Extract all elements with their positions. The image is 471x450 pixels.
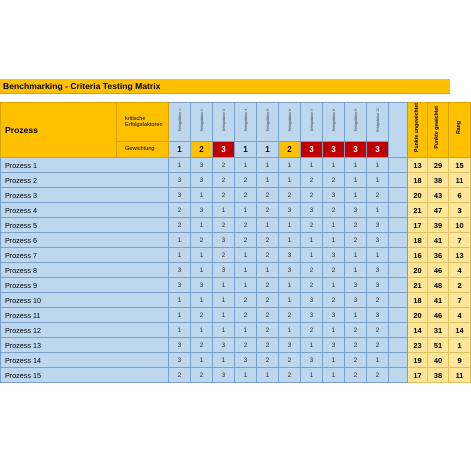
factor-header-5 xyxy=(257,103,279,142)
table-row xyxy=(1,278,471,293)
score-cell: 1 xyxy=(367,248,389,263)
process-name: Prozess 7 xyxy=(1,248,169,263)
weight-cell-3: 3 xyxy=(213,142,235,158)
score-spacer-cell xyxy=(389,323,408,338)
factor-header-7 xyxy=(301,103,323,142)
score-cell: 2 xyxy=(367,368,389,383)
punkte-ungewichtet-cell: 21 xyxy=(408,278,428,293)
score-cell: 2 xyxy=(235,218,257,233)
factor-header-label: Erfolgsfaktor 2 xyxy=(199,108,204,131)
score-cell: 2 xyxy=(213,218,235,233)
table-row xyxy=(1,203,471,218)
score-cell: 1 xyxy=(323,368,345,383)
punkte-ungewichtet-cell: 16 xyxy=(408,248,428,263)
process-name: Prozess 2 xyxy=(1,173,169,188)
rang-cell: 6 xyxy=(449,188,471,203)
score-cell: 2 xyxy=(257,308,279,323)
rang-cell: 1 xyxy=(449,338,471,353)
punkte-ungewichtet-header xyxy=(408,103,428,158)
score-cell: 3 xyxy=(323,308,345,323)
kritische-erfolgsfaktoren-label: kritische Erfolgsfaktoren xyxy=(117,103,169,142)
score-cell: 2 xyxy=(301,218,323,233)
score-cell: 3 xyxy=(213,263,235,278)
table-row xyxy=(1,218,471,233)
score-cell: 1 xyxy=(279,218,301,233)
punkte-ungewichtet-cell: 21 xyxy=(408,203,428,218)
score-cell: 1 xyxy=(301,338,323,353)
process-name: Prozess 8 xyxy=(1,263,169,278)
score-cell: 3 xyxy=(345,278,367,293)
score-cell: 1 xyxy=(213,308,235,323)
score-cell: 2 xyxy=(301,278,323,293)
rang-cell: 4 xyxy=(449,308,471,323)
score-cell: 1 xyxy=(191,248,213,263)
score-cell: 1 xyxy=(323,353,345,368)
score-cell: 2 xyxy=(169,368,191,383)
score-cell: 1 xyxy=(235,278,257,293)
process-name: Prozess 6 xyxy=(1,233,169,248)
weight-cell-8: 3 xyxy=(323,142,345,158)
weight-cell-4: 1 xyxy=(235,142,257,158)
punkte-gewichtet-cell: 40 xyxy=(428,353,449,368)
rang-cell: 7 xyxy=(449,293,471,308)
punkte-gewichtet-cell: 46 xyxy=(428,308,449,323)
score-cell: 1 xyxy=(279,323,301,338)
score-cell: 2 xyxy=(345,233,367,248)
rang-cell: 15 xyxy=(449,158,471,173)
score-cell: 1 xyxy=(323,218,345,233)
score-cell: 2 xyxy=(367,188,389,203)
process-name: Prozess 13 xyxy=(1,338,169,353)
score-cell: 1 xyxy=(257,263,279,278)
factor-header-label: Erfolgsfaktor 10 xyxy=(375,107,380,132)
score-cell: 3 xyxy=(345,203,367,218)
score-cell: 1 xyxy=(279,158,301,173)
score-cell: 3 xyxy=(213,233,235,248)
score-cell: 2 xyxy=(367,338,389,353)
score-spacer-cell xyxy=(389,338,408,353)
factor-header-8 xyxy=(323,103,345,142)
score-cell: 3 xyxy=(301,203,323,218)
score-cell: 1 xyxy=(213,353,235,368)
punkte-gewichtet-cell: 46 xyxy=(428,263,449,278)
process-name: Prozess 12 xyxy=(1,323,169,338)
result-header-label: Punkte gewichtet xyxy=(434,106,441,149)
score-cell: 3 xyxy=(279,263,301,278)
punkte-ungewichtet-cell: 20 xyxy=(408,188,428,203)
table-row xyxy=(1,188,471,203)
score-cell: 3 xyxy=(367,278,389,293)
score-cell: 2 xyxy=(257,323,279,338)
table-row xyxy=(1,263,471,278)
score-cell: 3 xyxy=(235,353,257,368)
score-cell: 1 xyxy=(257,173,279,188)
factor-header-2 xyxy=(191,103,213,142)
sheet-title: Benchmarking - Criteria Testing Matrix xyxy=(0,79,450,94)
score-cell: 3 xyxy=(367,218,389,233)
punkte-ungewichtet-cell: 23 xyxy=(408,338,428,353)
weight-cell-7: 3 xyxy=(301,142,323,158)
table-row xyxy=(1,368,471,383)
score-cell: 1 xyxy=(235,203,257,218)
score-cell: 3 xyxy=(213,368,235,383)
header-row-factors xyxy=(1,103,471,142)
weight-cell-1: 1 xyxy=(169,142,191,158)
score-cell: 1 xyxy=(169,233,191,248)
criteria-matrix-sheet xyxy=(0,79,464,383)
score-cell: 3 xyxy=(323,248,345,263)
rang-cell: 3 xyxy=(449,203,471,218)
score-cell: 2 xyxy=(257,188,279,203)
score-cell: 1 xyxy=(191,323,213,338)
punkte-gewichtet-cell: 47 xyxy=(428,203,449,218)
factor-header-label: Erfolgsfaktor 6 xyxy=(287,108,292,131)
score-cell: 2 xyxy=(345,353,367,368)
score-cell: 1 xyxy=(367,203,389,218)
score-cell: 1 xyxy=(301,368,323,383)
score-cell: 1 xyxy=(235,248,257,263)
factor-header-label: Erfolgsfaktor 3 xyxy=(221,108,226,131)
punkte-ungewichtet-cell: 13 xyxy=(408,158,428,173)
score-cell: 2 xyxy=(367,293,389,308)
score-cell: 3 xyxy=(169,278,191,293)
score-cell: 2 xyxy=(323,293,345,308)
factor-header-label: Erfolgsfaktor 5 xyxy=(265,108,270,131)
score-cell: 2 xyxy=(301,173,323,188)
process-name: Prozess 15 xyxy=(1,368,169,383)
factor-header-3 xyxy=(213,103,235,142)
result-header-label: Rang xyxy=(455,121,462,134)
factor-header-1 xyxy=(169,103,191,142)
rang-cell: 11 xyxy=(449,173,471,188)
score-cell: 1 xyxy=(213,278,235,293)
score-cell: 2 xyxy=(235,233,257,248)
score-cell: 1 xyxy=(345,188,367,203)
score-cell: 2 xyxy=(235,308,257,323)
score-cell: 1 xyxy=(213,203,235,218)
score-cell: 1 xyxy=(191,263,213,278)
score-cell: 3 xyxy=(367,308,389,323)
table-row xyxy=(1,158,471,173)
criteria-matrix-table xyxy=(0,102,471,383)
score-cell: 2 xyxy=(345,338,367,353)
punkte-ungewichtet-cell: 19 xyxy=(408,353,428,368)
punkte-ungewichtet-cell: 18 xyxy=(408,293,428,308)
score-spacer-cell xyxy=(389,368,408,383)
score-cell: 3 xyxy=(169,173,191,188)
score-cell: 2 xyxy=(257,278,279,293)
process-name: Prozess 10 xyxy=(1,293,169,308)
score-cell: 3 xyxy=(323,188,345,203)
score-cell: 1 xyxy=(345,158,367,173)
score-cell: 1 xyxy=(279,173,301,188)
score-cell: 2 xyxy=(345,218,367,233)
weight-cell-5: 1 xyxy=(257,142,279,158)
score-spacer-cell xyxy=(389,203,408,218)
score-cell: 3 xyxy=(191,158,213,173)
punkte-ungewichtet-cell: 14 xyxy=(408,323,428,338)
table-row xyxy=(1,338,471,353)
score-cell: 2 xyxy=(257,203,279,218)
factor-header-spacer xyxy=(389,103,408,158)
score-cell: 2 xyxy=(323,173,345,188)
score-cell: 1 xyxy=(169,158,191,173)
score-cell: 1 xyxy=(323,233,345,248)
score-spacer-cell xyxy=(389,278,408,293)
process-name: Prozess 9 xyxy=(1,278,169,293)
score-cell: 3 xyxy=(169,353,191,368)
punkte-gewichtet-cell: 48 xyxy=(428,278,449,293)
score-cell: 2 xyxy=(257,248,279,263)
factor-header-4 xyxy=(235,103,257,142)
score-cell: 1 xyxy=(191,353,213,368)
punkte-ungewichtet-cell: 18 xyxy=(408,233,428,248)
matrix-body xyxy=(1,158,471,383)
punkte-gewichtet-cell: 29 xyxy=(428,158,449,173)
score-cell: 2 xyxy=(213,173,235,188)
score-cell: 2 xyxy=(191,233,213,248)
score-cell: 2 xyxy=(169,203,191,218)
punkte-gewichtet-cell: 38 xyxy=(428,368,449,383)
score-cell: 2 xyxy=(235,188,257,203)
score-cell: 1 xyxy=(345,173,367,188)
score-cell: 2 xyxy=(279,368,301,383)
weight-cell-10: 3 xyxy=(367,142,389,158)
weight-cell-9: 3 xyxy=(345,142,367,158)
score-cell: 3 xyxy=(367,263,389,278)
factor-header-label: Erfolgsfaktor 9 xyxy=(353,108,358,131)
score-cell: 2 xyxy=(213,248,235,263)
score-spacer-cell xyxy=(389,188,408,203)
score-cell: 1 xyxy=(367,173,389,188)
score-cell: 2 xyxy=(345,368,367,383)
gewichtung-label: Gewichtung xyxy=(117,142,169,158)
score-cell: 1 xyxy=(257,368,279,383)
rang-header xyxy=(449,103,471,158)
score-cell: 2 xyxy=(235,293,257,308)
process-name: Prozess 3 xyxy=(1,188,169,203)
score-cell: 1 xyxy=(169,308,191,323)
rang-cell: 13 xyxy=(449,248,471,263)
punkte-ungewichtet-cell: 20 xyxy=(408,308,428,323)
score-cell: 1 xyxy=(323,278,345,293)
score-cell: 1 xyxy=(191,293,213,308)
rang-cell: 11 xyxy=(449,368,471,383)
process-name: Prozess 4 xyxy=(1,203,169,218)
process-name: Prozess 11 xyxy=(1,308,169,323)
factor-header-10 xyxy=(367,103,389,142)
table-row xyxy=(1,173,471,188)
prozess-header: Prozess xyxy=(1,103,117,158)
score-cell: 3 xyxy=(279,248,301,263)
score-cell: 1 xyxy=(235,368,257,383)
score-spacer-cell xyxy=(389,218,408,233)
score-cell: 2 xyxy=(235,173,257,188)
score-cell: 2 xyxy=(301,263,323,278)
table-row xyxy=(1,323,471,338)
score-cell: 1 xyxy=(279,278,301,293)
punkte-ungewichtet-cell: 17 xyxy=(408,218,428,233)
score-cell: 3 xyxy=(169,263,191,278)
punkte-gewichtet-header xyxy=(428,103,449,158)
score-cell: 2 xyxy=(301,188,323,203)
punkte-gewichtet-cell: 43 xyxy=(428,188,449,203)
score-cell: 2 xyxy=(279,353,301,368)
score-cell: 2 xyxy=(257,233,279,248)
score-cell: 2 xyxy=(323,203,345,218)
score-cell: 2 xyxy=(191,368,213,383)
score-cell: 1 xyxy=(191,218,213,233)
score-cell: 1 xyxy=(345,308,367,323)
score-spacer-cell xyxy=(389,158,408,173)
score-cell: 2 xyxy=(257,353,279,368)
punkte-gewichtet-cell: 31 xyxy=(428,323,449,338)
punkte-ungewichtet-cell: 20 xyxy=(408,263,428,278)
factor-header-label: Erfolgsfaktor 1 xyxy=(177,108,182,131)
score-cell: 2 xyxy=(213,188,235,203)
score-cell: 1 xyxy=(345,248,367,263)
rang-cell: 4 xyxy=(449,263,471,278)
score-cell: 3 xyxy=(301,353,323,368)
score-spacer-cell xyxy=(389,353,408,368)
score-cell: 3 xyxy=(345,293,367,308)
punkte-gewichtet-cell: 41 xyxy=(428,293,449,308)
score-cell: 1 xyxy=(169,293,191,308)
table-row xyxy=(1,353,471,368)
score-cell: 1 xyxy=(279,293,301,308)
score-cell: 3 xyxy=(367,233,389,248)
score-cell: 1 xyxy=(235,323,257,338)
score-cell: 1 xyxy=(345,263,367,278)
score-cell: 2 xyxy=(323,263,345,278)
score-spacer-cell xyxy=(389,293,408,308)
factor-header-label: Erfolgsfaktor 4 xyxy=(243,108,248,131)
factor-header-9 xyxy=(345,103,367,142)
score-cell: 1 xyxy=(213,323,235,338)
rang-cell: 2 xyxy=(449,278,471,293)
score-cell: 2 xyxy=(301,323,323,338)
punkte-ungewichtet-cell: 17 xyxy=(408,368,428,383)
score-cell: 1 xyxy=(279,233,301,248)
score-cell: 2 xyxy=(257,338,279,353)
score-cell: 1 xyxy=(213,293,235,308)
score-cell: 2 xyxy=(279,188,301,203)
score-cell: 2 xyxy=(279,308,301,323)
score-cell: 1 xyxy=(191,188,213,203)
score-cell: 1 xyxy=(367,353,389,368)
rang-cell: 10 xyxy=(449,218,471,233)
rang-cell: 14 xyxy=(449,323,471,338)
rang-cell: 7 xyxy=(449,233,471,248)
score-cell: 1 xyxy=(323,323,345,338)
score-cell: 1 xyxy=(169,248,191,263)
score-cell: 1 xyxy=(257,218,279,233)
score-cell: 3 xyxy=(279,203,301,218)
punkte-gewichtet-cell: 39 xyxy=(428,218,449,233)
score-cell: 2 xyxy=(235,338,257,353)
punkte-gewichtet-cell: 51 xyxy=(428,338,449,353)
score-cell: 1 xyxy=(323,158,345,173)
weight-cell-2: 2 xyxy=(191,142,213,158)
score-cell: 1 xyxy=(257,158,279,173)
factor-header-label: Erfolgsfaktor 8 xyxy=(331,108,336,131)
punkte-gewichtet-cell: 38 xyxy=(428,173,449,188)
score-cell: 3 xyxy=(191,203,213,218)
table-row xyxy=(1,248,471,263)
score-cell: 3 xyxy=(323,338,345,353)
score-cell: 1 xyxy=(169,323,191,338)
result-header-label: Punkte ungewichtet xyxy=(413,103,420,152)
score-cell: 1 xyxy=(235,263,257,278)
punkte-ungewichtet-cell: 18 xyxy=(408,173,428,188)
score-cell: 1 xyxy=(301,248,323,263)
weight-cell-6: 2 xyxy=(279,142,301,158)
factor-header-6 xyxy=(279,103,301,142)
score-spacer-cell xyxy=(389,248,408,263)
score-cell: 3 xyxy=(191,278,213,293)
score-cell: 2 xyxy=(257,293,279,308)
score-cell: 2 xyxy=(367,323,389,338)
table-row xyxy=(1,308,471,323)
punkte-gewichtet-cell: 36 xyxy=(428,248,449,263)
punkte-gewichtet-cell: 41 xyxy=(428,233,449,248)
score-cell: 3 xyxy=(213,338,235,353)
score-cell: 2 xyxy=(345,323,367,338)
rang-cell: 9 xyxy=(449,353,471,368)
score-cell: 3 xyxy=(301,293,323,308)
score-cell: 1 xyxy=(235,158,257,173)
factor-header-label: Erfolgsfaktor 7 xyxy=(309,108,314,131)
score-cell: 1 xyxy=(301,233,323,248)
process-name: Prozess 5 xyxy=(1,218,169,233)
table-row xyxy=(1,293,471,308)
table-row xyxy=(1,233,471,248)
score-spacer-cell xyxy=(389,233,408,248)
score-cell: 2 xyxy=(191,338,213,353)
score-cell: 2 xyxy=(169,218,191,233)
score-cell: 3 xyxy=(279,338,301,353)
score-spacer-cell xyxy=(389,173,408,188)
score-cell: 1 xyxy=(367,158,389,173)
score-cell: 3 xyxy=(191,173,213,188)
score-spacer-cell xyxy=(389,263,408,278)
score-cell: 1 xyxy=(301,158,323,173)
score-spacer-cell xyxy=(389,308,408,323)
score-cell: 3 xyxy=(301,308,323,323)
score-cell: 2 xyxy=(191,308,213,323)
spacer-row xyxy=(0,94,450,102)
process-name: Prozess 1 xyxy=(1,158,169,173)
process-name: Prozess 14 xyxy=(1,353,169,368)
score-cell: 3 xyxy=(169,338,191,353)
score-cell: 2 xyxy=(213,158,235,173)
score-cell: 3 xyxy=(169,188,191,203)
